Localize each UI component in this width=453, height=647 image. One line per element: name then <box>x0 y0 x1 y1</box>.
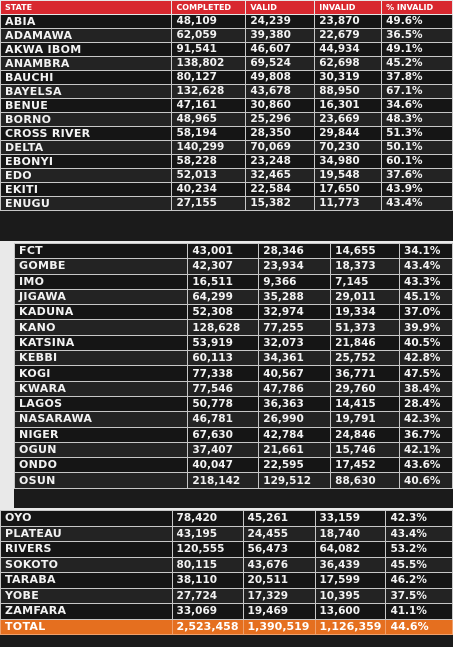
pct-cell: 50.1% <box>382 141 453 155</box>
pct-cell: 37.0% <box>400 305 453 320</box>
invalid-cell: 88,630 <box>331 473 400 488</box>
valid-cell: 28,350 <box>246 127 315 141</box>
completed-cell: 53,919 <box>188 335 259 350</box>
total-completed: 2,523,458 <box>172 619 243 635</box>
invalid-cell: 11,773 <box>315 197 382 211</box>
invalid-cell: 17,452 <box>331 458 400 473</box>
header-completed: COMPLETED <box>172 1 246 15</box>
completed-cell: 48,109 <box>172 15 246 29</box>
pct-cell: 51.3% <box>382 127 453 141</box>
table-row <box>15 442 453 457</box>
pct-cell: 42.3% <box>386 511 453 527</box>
valid-cell: 9,366 <box>259 274 331 289</box>
table-row <box>15 458 453 473</box>
pct-cell: 28.4% <box>400 396 453 411</box>
state-name-cell: ONDO <box>15 458 188 473</box>
pct-cell: 46.2% <box>386 573 453 589</box>
table-body-3 <box>1 511 453 620</box>
results-table-part-1 <box>0 0 453 211</box>
results-table-part-3 <box>0 510 453 635</box>
pct-cell: 43.4% <box>400 259 453 274</box>
table-row <box>1 57 453 71</box>
pct-cell: 42.8% <box>400 351 453 366</box>
invalid-cell: 16,301 <box>315 99 382 113</box>
invalid-cell: 22,679 <box>315 29 382 43</box>
completed-cell: 52,013 <box>172 169 246 183</box>
pct-cell: 39.9% <box>400 320 453 335</box>
invalid-cell: 14,415 <box>331 396 400 411</box>
pct-cell: 43.4% <box>382 197 453 211</box>
completed-cell: 77,338 <box>188 366 259 381</box>
invalid-cell: 30,319 <box>315 71 382 85</box>
state-name-cell: EKITI <box>1 183 172 197</box>
pct-cell: 36.5% <box>382 29 453 43</box>
table-row <box>15 381 453 396</box>
table-photo-1 <box>0 0 453 241</box>
valid-cell: 32,974 <box>259 305 331 320</box>
invalid-cell: 7,145 <box>331 274 400 289</box>
pct-cell: 60.1% <box>382 155 453 169</box>
completed-cell: 58,194 <box>172 127 246 141</box>
completed-cell: 128,628 <box>188 320 259 335</box>
state-name-cell: NASARAWA <box>15 412 188 427</box>
valid-cell: 20,511 <box>243 573 315 589</box>
pct-cell: 43.4% <box>386 526 453 542</box>
table-row <box>1 85 453 99</box>
table-row <box>15 396 453 411</box>
state-name-cell: IMO <box>15 274 188 289</box>
table-row <box>1 99 453 113</box>
state-name-cell: ZAMFARA <box>1 604 173 620</box>
state-name-cell: AKWA IBOM <box>1 43 172 57</box>
table-row <box>15 473 453 488</box>
pct-cell: 45.2% <box>382 57 453 71</box>
pct-cell: 34.6% <box>382 99 453 113</box>
table-row <box>15 259 453 274</box>
completed-cell: 218,142 <box>188 473 259 488</box>
valid-cell: 46,607 <box>246 43 315 57</box>
completed-cell: 16,511 <box>188 274 259 289</box>
valid-cell: 43,678 <box>246 85 315 99</box>
state-name-cell: ANAMBRA <box>1 57 172 71</box>
completed-cell: 52,308 <box>188 305 259 320</box>
invalid-cell: 17,599 <box>315 573 386 589</box>
table-row <box>1 113 453 127</box>
valid-cell: 28,346 <box>259 244 331 259</box>
valid-cell: 32,465 <box>246 169 315 183</box>
valid-cell: 23,248 <box>246 155 315 169</box>
completed-cell: 138,802 <box>172 57 246 71</box>
table-row <box>15 244 453 259</box>
state-name-cell: ENUGU <box>1 197 172 211</box>
state-name-cell: NIGER <box>15 427 188 442</box>
completed-cell: 42,307 <box>188 259 259 274</box>
state-name-cell: GOMBE <box>15 259 188 274</box>
table-row <box>1 573 453 589</box>
valid-cell: 23,934 <box>259 259 331 274</box>
valid-cell: 47,786 <box>259 381 331 396</box>
state-name-cell: OSUN <box>15 473 188 488</box>
invalid-cell: 36,771 <box>331 366 400 381</box>
invalid-cell: 44,934 <box>315 43 382 57</box>
invalid-cell: 64,082 <box>315 542 386 558</box>
table-row <box>1 526 453 542</box>
completed-cell: 27,155 <box>172 197 246 211</box>
invalid-cell: 18,740 <box>315 526 386 542</box>
table-row <box>15 320 453 335</box>
table-row <box>15 412 453 427</box>
invalid-cell: 29,844 <box>315 127 382 141</box>
valid-cell: 25,296 <box>246 113 315 127</box>
completed-cell: 80,127 <box>172 71 246 85</box>
table-body-1 <box>1 15 453 211</box>
invalid-cell: 13,600 <box>315 604 386 620</box>
pct-cell: 43.9% <box>382 183 453 197</box>
table-row <box>15 274 453 289</box>
state-name-cell: OGUN <box>15 442 188 457</box>
pct-cell: 34.1% <box>400 244 453 259</box>
state-name-cell: KADUNA <box>15 305 188 320</box>
state-name-cell: OYO <box>1 511 173 527</box>
pct-cell: 42.3% <box>400 412 453 427</box>
table-row <box>1 71 453 85</box>
table-row <box>1 15 453 29</box>
total-invalid: 1,126,359 <box>315 619 386 635</box>
results-table-part-2 <box>14 243 453 489</box>
valid-cell: 70,069 <box>246 141 315 155</box>
invalid-cell: 51,373 <box>331 320 400 335</box>
valid-cell: 30,860 <box>246 99 315 113</box>
state-name-cell: SOKOTO <box>1 557 173 573</box>
state-name-cell: JIGAWA <box>15 289 188 304</box>
completed-cell: 27,724 <box>172 588 243 604</box>
invalid-cell: 34,980 <box>315 155 382 169</box>
state-name-cell: KOGI <box>15 366 188 381</box>
valid-cell: 129,512 <box>259 473 331 488</box>
completed-cell: 64,299 <box>188 289 259 304</box>
invalid-cell: 15,746 <box>331 442 400 457</box>
pct-cell: 45.1% <box>400 289 453 304</box>
valid-cell: 77,255 <box>259 320 331 335</box>
table-photo-3 <box>0 510 453 647</box>
completed-cell: 38,110 <box>172 573 243 589</box>
state-name-cell: YOBE <box>1 588 173 604</box>
completed-cell: 132,628 <box>172 85 246 99</box>
total-pct-invalid: 44.6% <box>386 619 453 635</box>
state-name-cell: BORNO <box>1 113 172 127</box>
invalid-cell: 33,159 <box>315 511 386 527</box>
completed-cell: 58,228 <box>172 155 246 169</box>
completed-cell: 47,161 <box>172 99 246 113</box>
completed-cell: 60,113 <box>188 351 259 366</box>
invalid-cell: 19,548 <box>315 169 382 183</box>
pct-cell: 45.5% <box>386 557 453 573</box>
completed-cell: 50,778 <box>188 396 259 411</box>
valid-cell: 32,073 <box>259 335 331 350</box>
completed-cell: 37,407 <box>188 442 259 457</box>
completed-cell: 77,546 <box>188 381 259 396</box>
completed-cell: 140,299 <box>172 141 246 155</box>
completed-cell: 67,630 <box>188 427 259 442</box>
invalid-cell: 23,870 <box>315 15 382 29</box>
valid-cell: 24,239 <box>246 15 315 29</box>
pct-cell: 43.3% <box>400 274 453 289</box>
invalid-cell: 19,334 <box>331 305 400 320</box>
state-name-cell: KWARA <box>15 381 188 396</box>
invalid-cell: 29,011 <box>331 289 400 304</box>
total-label: TOTAL <box>1 619 173 635</box>
pct-cell: 49.6% <box>382 15 453 29</box>
invalid-cell: 14,655 <box>331 244 400 259</box>
table-row <box>1 169 453 183</box>
pct-cell: 48.3% <box>382 113 453 127</box>
table-row <box>1 155 453 169</box>
valid-cell: 17,329 <box>243 588 315 604</box>
invalid-cell: 36,439 <box>315 557 386 573</box>
invalid-cell: 21,846 <box>331 335 400 350</box>
table-row <box>15 351 453 366</box>
invalid-cell: 24,846 <box>331 427 400 442</box>
state-name-cell: BAYELSA <box>1 85 172 99</box>
valid-cell: 39,380 <box>246 29 315 43</box>
table-row <box>1 542 453 558</box>
completed-cell: 43,195 <box>172 526 243 542</box>
state-name-cell: EDO <box>1 169 172 183</box>
pct-cell: 40.5% <box>400 335 453 350</box>
table-row <box>15 335 453 350</box>
valid-cell: 40,567 <box>259 366 331 381</box>
completed-cell: 80,115 <box>172 557 243 573</box>
invalid-cell: 19,791 <box>331 412 400 427</box>
table-row <box>1 588 453 604</box>
valid-cell: 19,469 <box>243 604 315 620</box>
table-row <box>15 366 453 381</box>
header-state: STATE <box>1 1 172 15</box>
pct-cell: 67.1% <box>382 85 453 99</box>
total-valid: 1,390,519 <box>243 619 315 635</box>
table-row <box>1 511 453 527</box>
state-name-cell: BENUE <box>1 99 172 113</box>
table-row <box>1 183 453 197</box>
table-row <box>15 305 453 320</box>
table-row <box>1 127 453 141</box>
valid-cell: 15,382 <box>246 197 315 211</box>
total-row <box>1 619 453 635</box>
valid-cell: 35,288 <box>259 289 331 304</box>
state-name-cell: KATSINA <box>15 335 188 350</box>
pct-cell: 43.6% <box>400 458 453 473</box>
table-header <box>1 1 453 15</box>
invalid-cell: 23,669 <box>315 113 382 127</box>
valid-cell: 26,990 <box>259 412 331 427</box>
invalid-cell: 18,373 <box>331 259 400 274</box>
pct-cell: 38.4% <box>400 381 453 396</box>
valid-cell: 43,676 <box>243 557 315 573</box>
table-row <box>1 197 453 211</box>
valid-cell: 24,455 <box>243 526 315 542</box>
pct-cell: 53.2% <box>386 542 453 558</box>
table-body-2 <box>15 244 453 489</box>
table-row <box>1 141 453 155</box>
valid-cell: 69,524 <box>246 57 315 71</box>
state-name-cell: BAUCHI <box>1 71 172 85</box>
state-name-cell: DELTA <box>1 141 172 155</box>
completed-cell: 48,965 <box>172 113 246 127</box>
valid-cell: 21,661 <box>259 442 331 457</box>
completed-cell: 62,059 <box>172 29 246 43</box>
completed-cell: 46,781 <box>188 412 259 427</box>
header-invalid: INVALID <box>315 1 382 15</box>
invalid-cell: 29,760 <box>331 381 400 396</box>
pct-cell: 37.6% <box>382 169 453 183</box>
valid-cell: 36,363 <box>259 396 331 411</box>
header-pct-invalid: % INVALID <box>382 1 453 15</box>
table-row <box>15 427 453 442</box>
state-name-cell: EBONYI <box>1 155 172 169</box>
invalid-cell: 88,950 <box>315 85 382 99</box>
table-photo-2 <box>14 243 453 508</box>
table-row <box>1 29 453 43</box>
completed-cell: 33,069 <box>172 604 243 620</box>
completed-cell: 40,047 <box>188 458 259 473</box>
valid-cell: 56,473 <box>243 542 315 558</box>
valid-cell: 34,361 <box>259 351 331 366</box>
valid-cell: 22,595 <box>259 458 331 473</box>
table-row <box>1 557 453 573</box>
state-name-cell: KANO <box>15 320 188 335</box>
completed-cell: 78,420 <box>172 511 243 527</box>
completed-cell: 40,234 <box>172 183 246 197</box>
valid-cell: 45,261 <box>243 511 315 527</box>
state-name-cell: TARABA <box>1 573 173 589</box>
header-valid: VALID <box>246 1 315 15</box>
state-name-cell: PLATEAU <box>1 526 173 542</box>
invalid-cell: 25,752 <box>331 351 400 366</box>
pct-cell: 36.7% <box>400 427 453 442</box>
invalid-cell: 10,395 <box>315 588 386 604</box>
state-name-cell: RIVERS <box>1 542 173 558</box>
pct-cell: 37.8% <box>382 71 453 85</box>
completed-cell: 91,541 <box>172 43 246 57</box>
state-name-cell: FCT <box>15 244 188 259</box>
pct-cell: 49.1% <box>382 43 453 57</box>
invalid-cell: 62,698 <box>315 57 382 71</box>
table-row <box>15 289 453 304</box>
table-row <box>1 604 453 620</box>
valid-cell: 42,784 <box>259 427 331 442</box>
valid-cell: 22,584 <box>246 183 315 197</box>
completed-cell: 120,555 <box>172 542 243 558</box>
pct-cell: 42.1% <box>400 442 453 457</box>
pct-cell: 37.5% <box>386 588 453 604</box>
valid-cell: 49,808 <box>246 71 315 85</box>
state-name-cell: ABIA <box>1 15 172 29</box>
state-name-cell: ADAMAWA <box>1 29 172 43</box>
state-name-cell: LAGOS <box>15 396 188 411</box>
state-name-cell: KEBBI <box>15 351 188 366</box>
table-row <box>1 43 453 57</box>
pct-cell: 41.1% <box>386 604 453 620</box>
state-name-cell: CROSS RIVER <box>1 127 172 141</box>
pct-cell: 47.5% <box>400 366 453 381</box>
completed-cell: 43,001 <box>188 244 259 259</box>
pct-cell: 40.6% <box>400 473 453 488</box>
invalid-cell: 17,650 <box>315 183 382 197</box>
invalid-cell: 70,230 <box>315 141 382 155</box>
